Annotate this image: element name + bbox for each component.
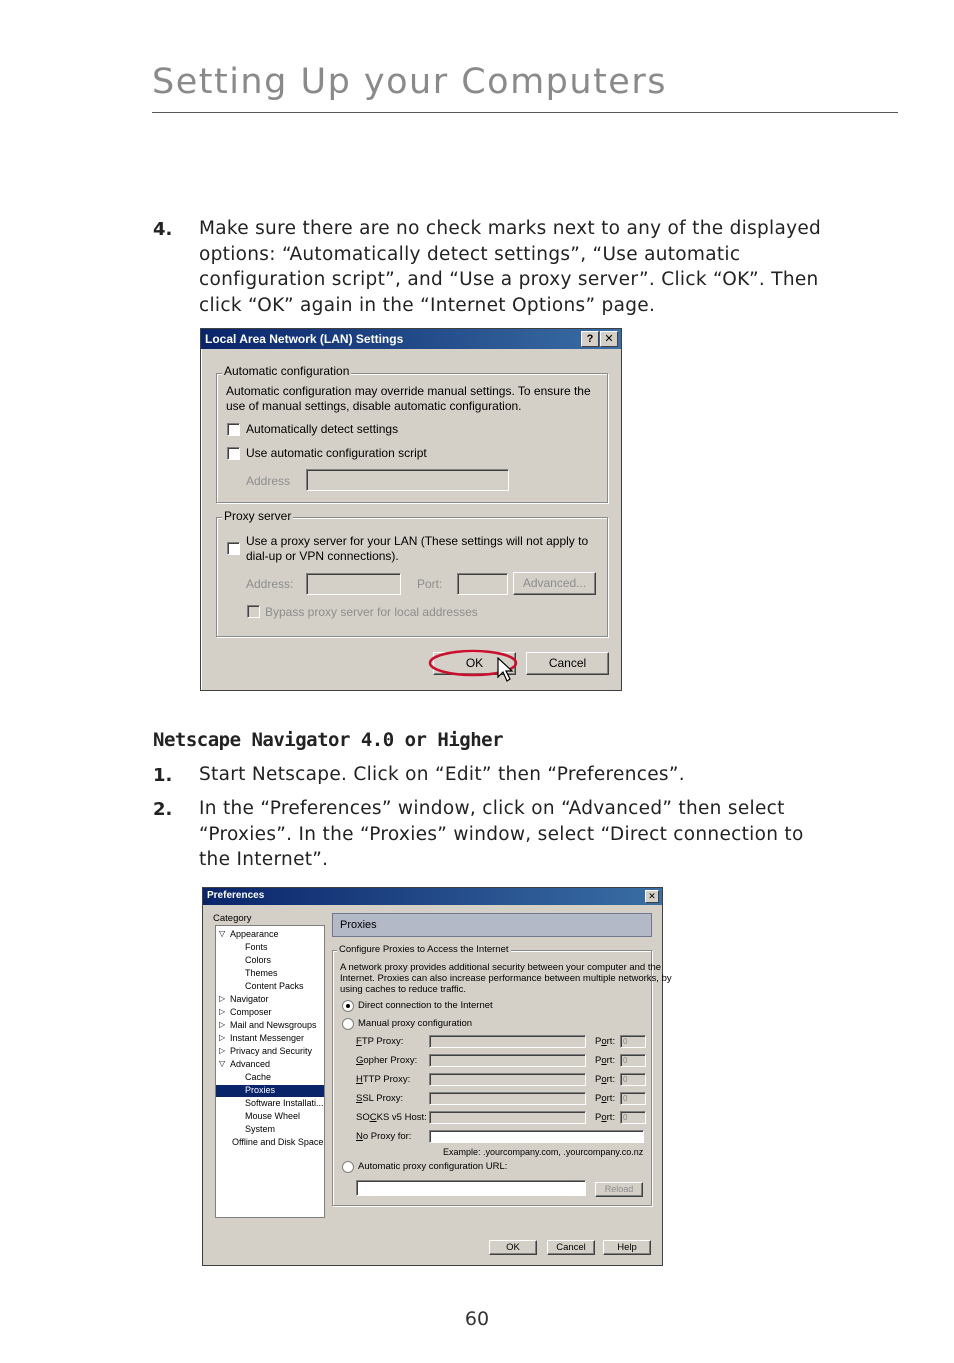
proxy-server-legend: Proxy server <box>224 509 292 523</box>
proxy-desc: A network proxy provides additional security between your computer and the <box>340 962 662 973</box>
step-number: 1. <box>153 765 173 786</box>
proxy-port-label-part: rt: <box>606 1093 616 1104</box>
proxy-host-accel: C <box>369 1112 377 1123</box>
proxy-port-label <box>595 1036 615 1047</box>
proxy-port-label <box>595 1074 615 1085</box>
proxy-host-text: TTP Proxy: <box>362 1074 411 1085</box>
use-proxy-checkbox[interactable] <box>227 542 240 555</box>
step4-text <box>199 216 859 318</box>
tree-item-label: Mail and Newsgroups <box>230 1020 317 1030</box>
lan-settings-dialog <box>200 328 622 691</box>
ok-button[interactable]: OK <box>489 1240 537 1255</box>
step4-line: configuration script”, and “Use a proxy server”. Click “OK”. Then <box>199 269 819 290</box>
auto-config-desc: Automatic configuration may override manual settings. To ensure the <box>226 384 591 398</box>
tree-item-label: Composer <box>230 1007 272 1017</box>
proxy-port-value: 0 <box>623 1094 628 1103</box>
close-icon[interactable]: ✕ <box>645 890 659 903</box>
no-proxy-example: Example: .yourcompany.com, .yourcompany.co.nz <box>443 1147 644 1157</box>
tree-item-label: Fonts <box>245 942 268 952</box>
proxy-port-label-part: rt: <box>606 1112 616 1123</box>
tree-item-label: Software Installati... <box>245 1098 324 1108</box>
tree-item-label: Navigator <box>230 994 269 1004</box>
proxy-host-label <box>356 1093 403 1104</box>
proxy-port-label-part: P <box>595 1036 602 1047</box>
proxy-port-label-part: P <box>595 1074 602 1085</box>
proxy-port-input[interactable] <box>620 1092 646 1105</box>
step2-text <box>199 796 859 873</box>
tree-item[interactable] <box>216 1098 324 1110</box>
proxy-port-label-part: P <box>595 1093 602 1104</box>
collapsed-triangle-icon[interactable]: ▷ <box>219 1033 226 1042</box>
proxy-host-accel: F <box>356 1036 362 1047</box>
cancel-button[interactable]: Cancel <box>547 1240 595 1255</box>
proxy-port-label-part: rt: <box>606 1074 616 1085</box>
tree-item[interactable] <box>216 1020 324 1032</box>
auto-detect-label: Automatically detect settings <box>246 422 399 436</box>
tree-item-label: System <box>245 1124 276 1134</box>
proxy-port-label-part: o <box>601 1074 607 1085</box>
panel-title: Proxies <box>340 919 377 931</box>
manual-proxy-label: Manual proxy configuration <box>358 1018 473 1029</box>
manual-proxy-radio[interactable] <box>342 1018 354 1030</box>
proxy-port-input[interactable] <box>620 1073 646 1086</box>
proxy-host-text: opher Proxy: <box>363 1055 418 1066</box>
preferences-dialog <box>202 887 672 1266</box>
tree-item-label: Mouse Wheel <box>245 1111 301 1121</box>
proxy-port-label-part: o <box>601 1112 607 1123</box>
step-number: 2. <box>153 799 173 820</box>
proxy-host-label <box>356 1055 417 1066</box>
script-address-label: Address <box>246 474 291 488</box>
tree-item[interactable] <box>216 981 324 993</box>
tree-item[interactable] <box>216 1137 324 1149</box>
expanded-triangle-icon[interactable]: ▽ <box>219 1059 226 1068</box>
tree-item[interactable] <box>216 1124 324 1136</box>
step2-line: the Internet”. <box>199 849 329 870</box>
auto-config-desc: use of manual settings, disable automatic configuration. <box>226 399 522 413</box>
proxy-port-value: 0 <box>623 1037 628 1046</box>
ok-button[interactable]: OK <box>433 652 516 675</box>
collapsed-triangle-icon[interactable]: ▷ <box>219 1007 226 1016</box>
prefs-dialog-titlebar <box>203 888 662 905</box>
proxy-host-label-prefix: SO <box>356 1112 370 1123</box>
bypass-checkbox[interactable] <box>247 605 260 618</box>
tree-item-label: Proxies <box>245 1085 276 1095</box>
collapsed-triangle-icon[interactable]: ▷ <box>219 1020 226 1029</box>
step2-line: “Proxies”. In the “Proxies” window, select “Direct connection to <box>199 823 804 845</box>
proxy-port-value: 0 <box>623 1056 628 1065</box>
proxy-port-input[interactable] <box>457 573 508 595</box>
tree-item-label: Themes <box>245 968 278 978</box>
tree-item-label: Instant Messenger <box>230 1033 305 1043</box>
proxy-port-value: 0 <box>623 1075 628 1084</box>
proxy-host-input[interactable] <box>429 1035 586 1048</box>
direct-connection-radio[interactable] <box>342 1000 354 1012</box>
proxy-port-input[interactable] <box>620 1111 646 1124</box>
auto-proxy-url-input[interactable] <box>356 1180 586 1196</box>
tree-item-label: Colors <box>245 955 272 965</box>
mouse-cursor-icon <box>497 657 515 685</box>
tree-item-label: Cache <box>245 1072 272 1082</box>
proxy-address-label: Address: <box>246 577 294 591</box>
reload-button[interactable]: Reload <box>595 1182 643 1197</box>
close-icon[interactable]: ✕ <box>600 331 618 347</box>
proxy-port-input[interactable] <box>620 1035 646 1048</box>
title-divider <box>152 112 898 113</box>
proxy-host-input[interactable] <box>429 1073 586 1086</box>
auto-detect-checkbox[interactable] <box>227 423 240 436</box>
expanded-triangle-icon[interactable]: ▽ <box>219 929 226 938</box>
tree-item-label: Offline and Disk Space <box>232 1137 324 1147</box>
configure-proxies-legend: Configure Proxies to Access the Internet <box>339 944 509 955</box>
proxy-desc: Internet. Proxies can also increase performance between multiple networks, by <box>340 973 672 984</box>
proxy-port-label <box>595 1055 615 1066</box>
proxy-port-label-part: P <box>595 1112 602 1123</box>
step1-text: Start Netscape. Click on “Edit” then “Preferences”. <box>199 764 685 785</box>
auto-proxy-radio[interactable] <box>342 1161 354 1173</box>
help-icon[interactable]: ? <box>581 331 599 347</box>
proxy-port-label-part: rt: <box>606 1036 616 1047</box>
auto-script-label: Use automatic configuration script <box>246 446 427 460</box>
tree-item[interactable] <box>216 1111 324 1123</box>
use-proxy-label: Use a proxy server for your LAN (These settings will not apply to <box>246 534 589 548</box>
proxy-host-input[interactable] <box>429 1054 586 1067</box>
direct-connection-label: Direct connection to the Internet <box>358 1000 493 1011</box>
proxy-port-label <box>595 1093 615 1104</box>
step-number: 4. <box>153 219 173 240</box>
proxy-desc: using caches to reduce traffic. <box>340 984 467 995</box>
tree-item[interactable] <box>216 1072 324 1084</box>
section-heading: Netscape Navigator 4.0 or Higher <box>153 729 504 751</box>
proxy-host-accel: G <box>356 1055 364 1066</box>
category-label: Category <box>213 913 252 924</box>
proxy-port-label-part: o <box>601 1055 607 1066</box>
proxy-host-text: KS v5 Host: <box>376 1112 427 1123</box>
no-proxy-label <box>356 1131 411 1142</box>
tree-item[interactable] <box>216 942 324 954</box>
tree-item[interactable] <box>216 1007 324 1019</box>
cancel-button[interactable]: Cancel <box>526 652 609 675</box>
tree-item-label: Privacy and Security <box>230 1046 313 1056</box>
tree-item-label: Advanced <box>230 1059 271 1069</box>
panel-header <box>332 913 652 937</box>
category-tree[interactable] <box>215 925 325 1218</box>
proxy-port-value: 0 <box>623 1113 628 1122</box>
auto-config-legend: Automatic configuration <box>224 364 350 378</box>
proxy-host-input[interactable] <box>429 1111 586 1124</box>
prefs-dialog-title: Preferences <box>207 890 265 901</box>
proxy-port-label-part: rt: <box>606 1055 616 1066</box>
use-proxy-label: dial-up or VPN connections). <box>246 549 399 563</box>
tree-item-label: Content Packs <box>245 981 304 991</box>
tree-item[interactable] <box>216 929 324 941</box>
step4-line: options: “Automatically detect settings”, “Use automatic <box>199 243 741 265</box>
tree-item-label: Appearance <box>230 929 279 939</box>
proxy-port-label <box>595 1112 615 1123</box>
proxy-port-label: Port: <box>417 577 443 591</box>
tree-item[interactable] <box>216 1059 324 1071</box>
auto-proxy-label: Automatic proxy configuration URL: <box>358 1161 508 1172</box>
proxy-host-text: SL Proxy: <box>362 1093 404 1104</box>
tree-item[interactable] <box>216 994 324 1006</box>
collapsed-triangle-icon[interactable]: ▷ <box>219 1046 226 1055</box>
no-proxy-accel: N <box>356 1131 363 1142</box>
proxy-host-label <box>356 1074 410 1085</box>
proxy-host-text: TP Proxy: <box>361 1036 404 1047</box>
proxy-host-label <box>356 1112 427 1123</box>
proxy-port-input[interactable] <box>620 1054 646 1067</box>
proxy-address-input[interactable] <box>306 573 401 595</box>
tree-item[interactable] <box>216 968 324 980</box>
tree-item[interactable] <box>216 955 324 967</box>
script-address-input[interactable] <box>306 469 509 491</box>
proxy-host-accel: S <box>356 1093 363 1104</box>
auto-script-checkbox[interactable] <box>227 447 240 460</box>
help-button[interactable]: Help <box>603 1240 651 1255</box>
tree-item[interactable] <box>216 1046 324 1058</box>
proxy-port-label-part: o <box>601 1036 607 1047</box>
page-number: 60 <box>464 1308 490 1330</box>
no-proxy-input[interactable] <box>429 1130 644 1143</box>
step2-line: In the “Preferences” window, click on “Advanced” then select <box>199 798 785 819</box>
step4-line: click “OK” again in the “Internet Options” page. <box>199 294 656 316</box>
proxy-port-label-part: o <box>601 1093 607 1104</box>
page-title: Setting Up your Computers <box>152 62 667 102</box>
proxy-host-accel: H <box>356 1074 363 1085</box>
lan-dialog-titlebar <box>201 329 621 349</box>
tree-item[interactable] <box>216 1033 324 1045</box>
bypass-label: Bypass proxy server for local addresses <box>265 605 478 619</box>
collapsed-triangle-icon[interactable]: ▷ <box>219 994 226 1003</box>
proxy-host-label <box>356 1036 403 1047</box>
advanced-button[interactable]: Advanced... <box>513 572 596 595</box>
lan-dialog-title: Local Area Network (LAN) Settings <box>205 332 404 346</box>
tree-item[interactable] <box>216 1085 324 1097</box>
no-proxy-text: o Proxy for: <box>362 1131 412 1142</box>
step4-line: Make sure there are no check marks next to any of the displayed <box>199 218 822 239</box>
proxy-port-label-part: P <box>595 1055 602 1066</box>
proxy-host-input[interactable] <box>429 1092 586 1105</box>
